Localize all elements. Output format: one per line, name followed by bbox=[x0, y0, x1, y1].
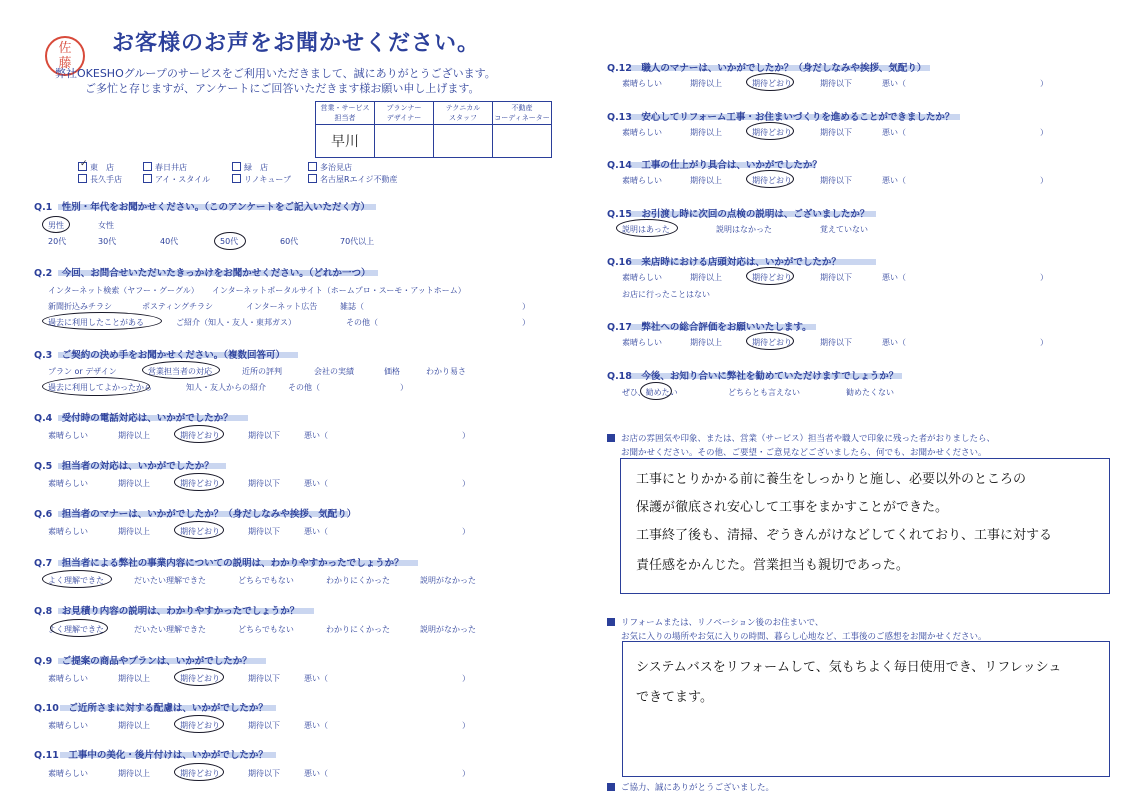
answer-circle-mark bbox=[746, 332, 794, 350]
intro-line-1: 弊社OKESHOグループのサービスをご利用いただきまして、誠にありがとうございます。 bbox=[55, 67, 496, 80]
intro-line-2: ご多忙と存じますが、アンケートにご回答いただきます様お願い申し上げます。 bbox=[85, 82, 480, 95]
answer-option[interactable]: インターネットポータルサイト（ホームプロ・スーモ・アットホーム） bbox=[212, 286, 466, 295]
answer-option[interactable]: 期待以上 bbox=[118, 479, 150, 488]
answer-circle-mark bbox=[50, 619, 108, 637]
answer-option: ） bbox=[462, 479, 470, 488]
answer-option[interactable]: 説明はあった bbox=[622, 225, 670, 234]
comment-prompt: リフォームまたは、リノベーション後のお住まいで、 bbox=[607, 616, 823, 628]
answer-option[interactable]: 悪い（ bbox=[304, 431, 328, 440]
store-option[interactable]: 長久手店 bbox=[78, 174, 122, 185]
store-option[interactable]: 春日井店 bbox=[143, 162, 187, 173]
question-label: Q.4 受付時の電話対応は、いかがでしたか？ bbox=[34, 413, 233, 424]
answer-circle-mark bbox=[746, 267, 794, 285]
answer-option[interactable]: 素晴らしい bbox=[622, 128, 662, 137]
answer-option: ） bbox=[462, 431, 470, 440]
answer-option[interactable]: 40代 bbox=[160, 237, 179, 246]
answer-option[interactable]: 期待以下 bbox=[820, 176, 852, 185]
answer-option[interactable]: 期待以下 bbox=[248, 431, 280, 440]
comment-prompt: お店の雰囲気や印象、または、営業（サービス）担当者や職人で印象に残った者がおりましたら、 bbox=[607, 432, 995, 444]
store-option[interactable]: 緑 店 bbox=[232, 162, 268, 173]
answer-option[interactable]: 悪い（ bbox=[882, 128, 906, 137]
answer-option[interactable]: 期待どおり bbox=[752, 273, 792, 282]
answer-option[interactable]: 新聞折込みチラシ bbox=[48, 302, 112, 311]
answer-option[interactable]: 期待どおり bbox=[752, 79, 792, 88]
answer-option[interactable]: 期待以上 bbox=[118, 769, 150, 778]
answer-option[interactable]: インターネット検索（ヤフー・グーグル） bbox=[48, 286, 199, 295]
answer-option[interactable]: どちらでもない bbox=[238, 625, 294, 634]
answer-option[interactable]: 期待どおり bbox=[752, 128, 792, 137]
store-option[interactable]: 名古屋Rエイジ不動産 bbox=[308, 174, 398, 185]
answer-circle-mark bbox=[42, 377, 150, 396]
checkbox-icon bbox=[78, 174, 87, 183]
answer-option[interactable]: 期待どおり bbox=[180, 769, 220, 778]
answer-option[interactable]: 20代 bbox=[48, 237, 67, 246]
checkbox-icon bbox=[143, 162, 152, 171]
answer-option: ） bbox=[522, 302, 530, 311]
staff-header: 不動産 コーディネーター bbox=[493, 102, 552, 125]
closing-text: ご協力、誠にありがとうございました。 bbox=[607, 781, 774, 793]
question-label: Q.11 工事中の美化・後片付けは、いかがでしたか？ bbox=[34, 750, 268, 761]
handwritten-line: 工事終了後も、清掃、ぞうきんがけなどしてくれており、工事に対する bbox=[636, 528, 1053, 543]
answer-option[interactable]: よく理解できた bbox=[48, 576, 104, 585]
answer-option[interactable]: 説明がなかった bbox=[420, 576, 476, 585]
store-option[interactable]: リノキューブ bbox=[232, 174, 291, 185]
answer-option[interactable]: ポスティングチラシ bbox=[142, 302, 214, 311]
answer-option[interactable]: 期待以上 bbox=[118, 527, 150, 536]
answer-circle-mark bbox=[174, 521, 224, 539]
answer-option[interactable]: 期待どおり bbox=[180, 479, 220, 488]
staff-value: 早川 bbox=[316, 125, 375, 158]
comment-prompt: お気に入りの場所やお気に入りの時間、暮らし心地など、工事後のご感想をお聞かせください。 bbox=[621, 632, 987, 642]
answer-option[interactable]: 素晴らしい bbox=[622, 176, 662, 185]
question-label: Q.10 ご近所さまに対する配慮は、いかがでしたか？ bbox=[34, 703, 268, 714]
question-label: Q.16 来店時における店頭対応は、いかがでしたか？ bbox=[607, 257, 841, 268]
answer-option[interactable]: 価格 bbox=[384, 367, 400, 376]
answer-option[interactable]: 期待以下 bbox=[820, 338, 852, 347]
question-label: Q.12 職人のマナーは、いかがでしたか？（身だしなみや挨拶、気配り） bbox=[607, 63, 927, 74]
answer-option[interactable]: 過去に利用したことがある bbox=[48, 318, 144, 327]
answer-option[interactable]: だいたい理解できた bbox=[134, 576, 206, 585]
answer-option[interactable]: 期待どおり bbox=[180, 431, 220, 440]
checkbox-icon bbox=[232, 162, 241, 171]
answer-circle-mark bbox=[174, 668, 224, 686]
staff-table bbox=[315, 101, 552, 158]
answer-option: ） bbox=[462, 721, 470, 730]
answer-option[interactable]: 素晴らしい bbox=[48, 769, 88, 778]
answer-option[interactable]: その他（ bbox=[346, 318, 378, 327]
answer-option[interactable]: 50代 bbox=[220, 237, 239, 246]
answer-option[interactable]: 期待以上 bbox=[118, 674, 150, 683]
question-label: Q.5 担当者の対応は、いかがでしたか？ bbox=[34, 461, 214, 472]
answer-option[interactable]: 素晴らしい bbox=[48, 527, 88, 536]
staff-header: プランナー デザイナー bbox=[375, 102, 434, 125]
question-label: Q.8 お見積り内容の説明は、わかりやすかったでしょうか？ bbox=[34, 606, 300, 617]
answer-option[interactable]: ぜひ、勧めたい bbox=[622, 388, 678, 397]
answer-option[interactable]: 期待以上 bbox=[690, 176, 722, 185]
answer-option[interactable]: 期待以上 bbox=[118, 721, 150, 730]
answer-option[interactable]: 素晴らしい bbox=[48, 479, 88, 488]
answer-option[interactable]: 期待以下 bbox=[820, 273, 852, 282]
answer-option[interactable]: 期待以下 bbox=[820, 79, 852, 88]
answer-option[interactable]: 期待どおり bbox=[180, 721, 220, 730]
answer-option[interactable]: 期待以下 bbox=[248, 527, 280, 536]
staff-header: テクニカル スタッフ bbox=[434, 102, 493, 125]
answer-option[interactable]: 知人・友人からの紹介 bbox=[186, 383, 266, 392]
seal-stamp: 佐藤 bbox=[45, 36, 85, 76]
answer-option[interactable]: ご紹介（知人・友人・東邦ガス） bbox=[176, 318, 296, 327]
answer-option[interactable]: 期待どおり bbox=[180, 674, 220, 683]
checkbox-icon bbox=[143, 174, 152, 183]
answer-option: ） bbox=[522, 318, 530, 327]
answer-option[interactable]: 悪い（ bbox=[304, 479, 328, 488]
answer-option[interactable]: 会社の実績 bbox=[314, 367, 354, 376]
answer-option[interactable]: 悪い（ bbox=[882, 176, 906, 185]
answer-option[interactable]: 過去に利用してよかったから bbox=[48, 383, 152, 392]
answer-circle-mark bbox=[616, 219, 678, 237]
staff-header: 営業・サービス 担当者 bbox=[316, 102, 375, 125]
square-bullet-icon bbox=[607, 618, 615, 626]
store-option[interactable]: アイ・スタイル bbox=[143, 174, 210, 185]
answer-option[interactable]: どちらとも言えない bbox=[728, 388, 800, 397]
answer-option: ） bbox=[1040, 79, 1048, 88]
comment-prompt: お聞かせください。その他、ご要望・ご意見などございましたら、何でも、お聞かせください。 bbox=[621, 448, 987, 458]
answer-option[interactable]: 期待どおり bbox=[180, 527, 220, 536]
answer-option: ） bbox=[1040, 128, 1048, 137]
answer-option[interactable]: 勧めたくない bbox=[846, 388, 894, 397]
answer-option: ） bbox=[1040, 338, 1048, 347]
answer-option[interactable]: 覚えていない bbox=[820, 225, 868, 234]
answer-circle-mark bbox=[42, 570, 112, 588]
question-label: Q.13 安心してリフォーム工事・お住まいづくりを進めることができましたか？ bbox=[607, 112, 955, 123]
question-label: Q.15 お引渡し時に次回の点検の説明は、ございましたか？ bbox=[607, 209, 870, 220]
answer-option[interactable]: その他（ bbox=[288, 383, 320, 392]
question-label: Q.3 ご契約の決め手をお聞かせください。（複数回答可） bbox=[34, 350, 286, 361]
handwritten-line: システムバスをリフォームして、気もちよく毎日使用でき、リフレッシュ bbox=[636, 660, 1062, 675]
question-label: Q.2 今回、お問合せいただいたきっかけをお聞かせください。（どれか一つ） bbox=[34, 268, 371, 279]
checkbox-icon bbox=[232, 174, 241, 183]
answer-option: ） bbox=[462, 527, 470, 536]
answer-option[interactable]: プラン or デザイン bbox=[48, 367, 117, 376]
question-label: Q.18 今後、お知り合いに弊社を勧めていただけますでしょうか？ bbox=[607, 371, 899, 382]
answer-option[interactable]: 悪い（ bbox=[882, 273, 906, 282]
answer-option[interactable]: 60代 bbox=[280, 237, 299, 246]
handwritten-line: 責任感をかんじた。営業担当も親切であった。 bbox=[636, 558, 909, 573]
answer-circle-mark bbox=[214, 232, 246, 250]
answer-option[interactable]: 素晴らしい bbox=[48, 674, 88, 683]
handwritten-line: 工事にとりかかる前に養生をしっかりと施し、必要以外のところの bbox=[636, 472, 1027, 487]
checkbox-checked-icon: ✓ bbox=[80, 159, 88, 169]
answer-option[interactable]: 雑誌（ bbox=[340, 302, 364, 311]
answer-option[interactable]: 悪い（ bbox=[304, 527, 328, 536]
answer-option[interactable]: どちらでもない bbox=[238, 576, 294, 585]
answer-circle-mark bbox=[42, 312, 162, 330]
answer-option[interactable]: 期待以下 bbox=[248, 769, 280, 778]
staff-value bbox=[434, 125, 493, 158]
answer-circle-mark bbox=[174, 715, 224, 733]
answer-option[interactable]: 期待以上 bbox=[690, 79, 722, 88]
answer-option[interactable]: 期待以下 bbox=[820, 128, 852, 137]
checkbox-icon bbox=[308, 174, 317, 183]
answer-option[interactable]: 悪い（ bbox=[882, 338, 906, 347]
answer-circle-mark bbox=[174, 473, 224, 491]
answer-option[interactable]: わかり易さ bbox=[426, 367, 466, 376]
answer-circle-mark bbox=[746, 73, 794, 91]
question-label: Q.6 担当者のマナーは、いかがでしたか？（身だしなみや挨拶、気配り） bbox=[34, 509, 357, 520]
answer-option: ） bbox=[462, 769, 470, 778]
answer-option[interactable]: 素晴らしい bbox=[622, 79, 662, 88]
answer-circle-mark bbox=[174, 425, 224, 443]
answer-option[interactable]: お店に行ったことはない bbox=[622, 290, 710, 299]
answer-circle-mark bbox=[42, 216, 70, 233]
answer-option[interactable]: 期待どおり bbox=[752, 176, 792, 185]
answer-circle-mark bbox=[746, 170, 794, 188]
answer-option[interactable]: 営業担当者の対応 bbox=[148, 367, 212, 376]
answer-option[interactable]: わかりにくかった bbox=[326, 576, 390, 585]
answer-option[interactable]: 30代 bbox=[98, 237, 117, 246]
handwritten-line: できてます。 bbox=[636, 690, 713, 705]
answer-option: ） bbox=[1040, 273, 1048, 282]
answer-option[interactable]: 悪い（ bbox=[304, 674, 328, 683]
question-label: Q.9 ご提案の商品やプランは、いかがでしたか？ bbox=[34, 656, 252, 667]
answer-option[interactable]: 素晴らしい bbox=[48, 721, 88, 730]
answer-option[interactable]: 70代以上 bbox=[340, 237, 375, 246]
answer-option[interactable]: 悪い（ bbox=[304, 721, 328, 730]
answer-option: ） bbox=[400, 383, 408, 392]
answer-option[interactable]: 説明はなかった bbox=[716, 225, 772, 234]
answer-option[interactable]: インターネット広告 bbox=[246, 302, 318, 311]
store-option[interactable]: ✓ 東 店 bbox=[80, 159, 114, 172]
answer-option[interactable]: 期待どおり bbox=[752, 338, 792, 347]
answer-circle-mark bbox=[174, 763, 224, 781]
answer-option[interactable]: わかりにくかった bbox=[326, 625, 390, 634]
answer-option[interactable]: 素晴らしい bbox=[48, 431, 88, 440]
handwritten-line: 保護が徹底され安心して工事をまかすことができた。 bbox=[636, 500, 949, 515]
question-label: Q.17 弊社への総合評価をお願いいたします。 bbox=[607, 322, 812, 333]
answer-option[interactable]: 素晴らしい bbox=[622, 338, 662, 347]
answer-option[interactable]: 悪い（ bbox=[882, 79, 906, 88]
answer-circle-mark bbox=[142, 361, 220, 379]
answer-option[interactable]: 近所の評判 bbox=[242, 367, 282, 376]
question-label: Q.1 性別・年代をお聞かせください。（このアンケートをご記入いただく方） bbox=[34, 202, 370, 213]
answer-option[interactable]: 説明がなかった bbox=[420, 625, 476, 634]
answer-circle-mark bbox=[640, 382, 672, 400]
answer-option: ） bbox=[1040, 176, 1048, 185]
store-option[interactable]: 多治見店 bbox=[308, 162, 352, 173]
answer-option[interactable]: 期待以下 bbox=[248, 479, 280, 488]
staff-value bbox=[493, 125, 552, 158]
answer-option[interactable]: 女性 bbox=[98, 221, 114, 230]
answer-option[interactable]: だいたい理解できた bbox=[134, 625, 206, 634]
question-label: Q.7 担当者による弊社の事業内容についての説明は、わかりやすかったでしょうか？ bbox=[34, 558, 404, 569]
square-bullet-icon bbox=[607, 783, 615, 791]
staff-value bbox=[375, 125, 434, 158]
checkbox-icon bbox=[308, 162, 317, 171]
answer-option[interactable]: 期待以上 bbox=[690, 273, 722, 282]
page-title: お客様のお声をお聞かせください。 bbox=[112, 31, 481, 56]
answer-option[interactable]: 期待以下 bbox=[248, 674, 280, 683]
answer-option[interactable]: よく理解できた bbox=[48, 625, 104, 634]
answer-option[interactable]: 男性 bbox=[48, 221, 64, 230]
question-label: Q.14 工事の仕上がり具合は、いかがでしたか？ bbox=[607, 160, 822, 171]
answer-option[interactable]: 期待以上 bbox=[118, 431, 150, 440]
answer-option[interactable]: 期待以上 bbox=[690, 338, 722, 347]
answer-option[interactable]: 期待以下 bbox=[248, 721, 280, 730]
answer-option[interactable]: 悪い（ bbox=[304, 769, 328, 778]
answer-option[interactable]: 素晴らしい bbox=[622, 273, 662, 282]
answer-circle-mark bbox=[746, 122, 794, 140]
square-bullet-icon bbox=[607, 434, 615, 442]
answer-option[interactable]: 期待以上 bbox=[690, 128, 722, 137]
answer-option: ） bbox=[462, 674, 470, 683]
